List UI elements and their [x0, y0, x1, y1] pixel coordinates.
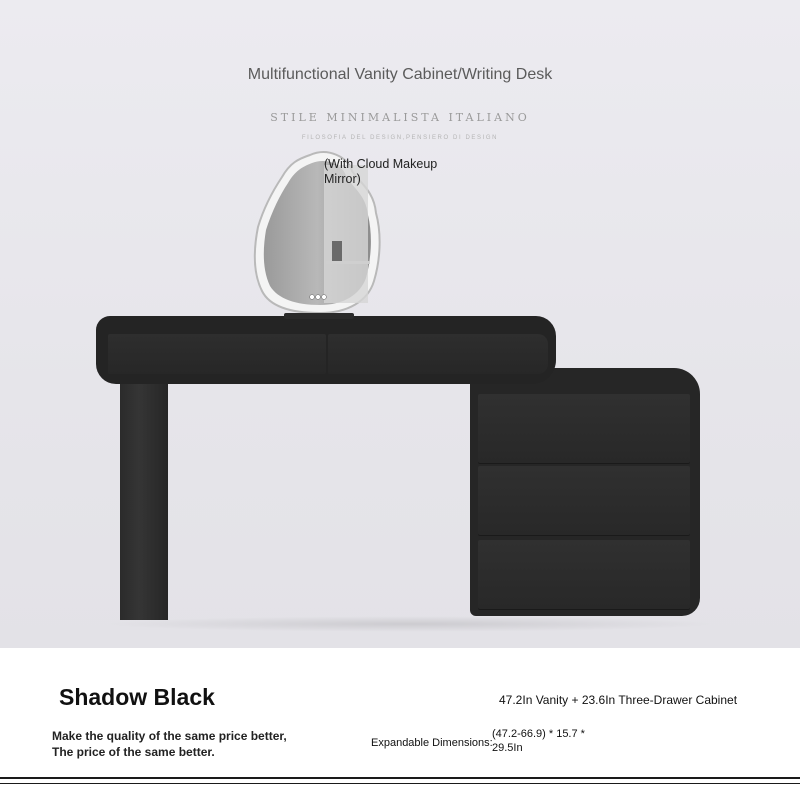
dimensions-label: Expandable Dimensions: — [371, 737, 493, 749]
desk-drawer — [328, 334, 548, 374]
cabinet-drawer — [478, 466, 690, 536]
slogan-line: Make the quality of the same price better, — [52, 729, 287, 743]
brand-slogan: STILE MINIMALISTA ITALIANO — [270, 111, 530, 124]
divider — [0, 777, 800, 779]
mirror-note: (With Cloud Makeup Mirror) — [324, 157, 438, 186]
desk-leg — [120, 382, 168, 620]
divider — [0, 783, 800, 784]
cabinet-drawer — [478, 540, 690, 610]
color-name: Shadow Black — [59, 684, 215, 710]
dimensions-value: (47.2-66.9) * 15.7 * 29.5In — [492, 728, 585, 754]
brand-tagline: FILOSOFIA DEL DESIGN,PENSIERO DI DESIGN — [301, 135, 499, 141]
slogan — [52, 728, 287, 760]
floor-shadow — [100, 616, 720, 632]
headline: Multifunctional Vanity Cabinet/Writing Desk — [247, 66, 553, 83]
cabinet-drawer — [478, 394, 690, 464]
slogan-line: The price of the same better. — [52, 745, 215, 759]
spec-title: 47.2In Vanity + 23.6In Three-Drawer Cabinet — [499, 693, 738, 707]
desk-drawer — [108, 334, 326, 374]
